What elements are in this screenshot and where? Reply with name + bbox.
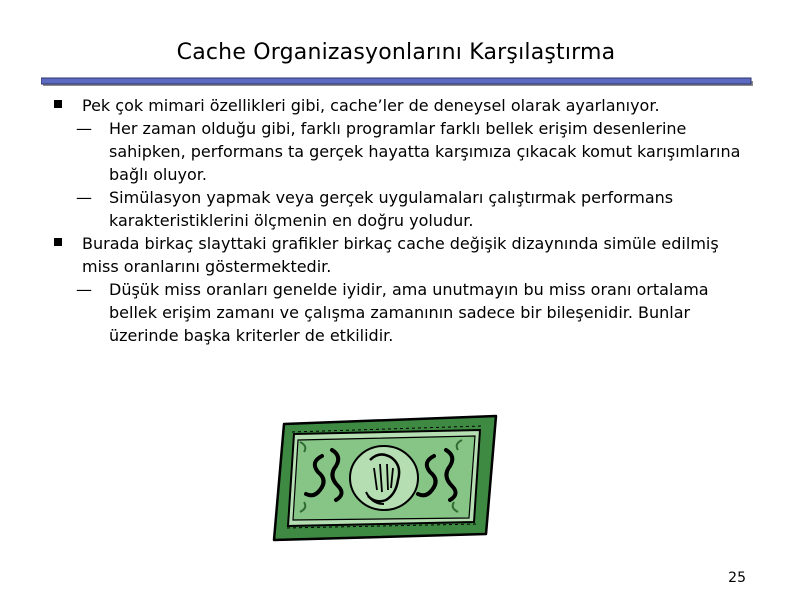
bullet-1-text: Pek çok mimari özellikleri gibi, cache’ler de deneysel olarak ayarlanıyor. bbox=[82, 96, 660, 115]
bullet-1 bbox=[50, 94, 750, 117]
bullet-2 bbox=[50, 232, 750, 278]
sub-bullet-1-1-text: Her zaman olduğu gibi, farklı programlar farklı bellek erişim desenlerine sahipken, performans ta gerçek hayatta karşımıza çıkacak komut karışımlarına bağlı oluyor. bbox=[109, 119, 741, 184]
sub-bullet-1-2 bbox=[50, 186, 750, 232]
sub-bullet-1-1 bbox=[50, 117, 750, 186]
bullet-square-icon bbox=[54, 100, 62, 108]
bullet-2-text: Burada birkaç slayttaki grafikler birkaç cache değişik dizaynında simüle edilmiş miss oranlarını göstermektedir. bbox=[82, 234, 719, 276]
page-number: 25 bbox=[728, 570, 746, 586]
dash-marker: — bbox=[76, 280, 92, 299]
slide-title: Cache Organizasyonlarını Karşılaştırma bbox=[176, 40, 616, 65]
slide-body bbox=[50, 94, 750, 347]
dash-marker: — bbox=[76, 188, 92, 207]
sub-bullet-2-1 bbox=[50, 278, 750, 347]
sub-bullet-2-1-text: Düşük miss oranları genelde iyidir, ama unutmayın bu miss oranı ortalama bellek erişim zamanı ve çalışma zamanının sadece bir bileşenidir. Bunlar üzerinde başka kriterler de etkilidir. bbox=[109, 280, 709, 345]
dash-marker: — bbox=[76, 119, 92, 138]
dollar-bill-icon bbox=[270, 412, 502, 542]
title-underline bbox=[41, 76, 753, 88]
bullet-square-icon bbox=[54, 238, 62, 246]
sub-bullet-1-2-text: Simülasyon yapmak veya gerçek uygulamaları çalıştırmak performans karakteristiklerini ölçmenin en doğru yoludur. bbox=[109, 188, 674, 230]
